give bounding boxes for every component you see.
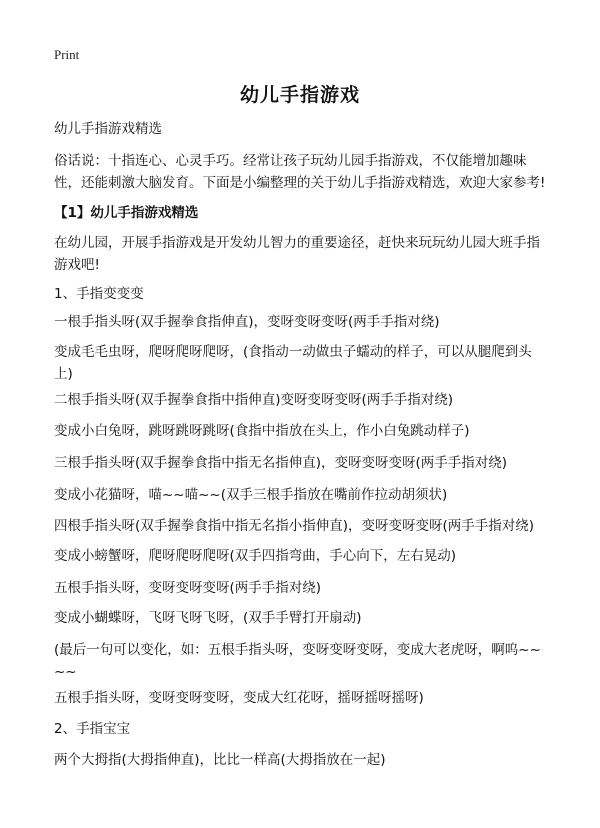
game1-line: 四根手指头呀(双手握拳食指中指无名指小指伸直)，变呀变呀变呀(两手手指对绕) xyxy=(54,518,535,534)
game2-title: 2、手指宝宝 xyxy=(54,721,131,737)
game1-line: 变成小螃蟹呀，爬呀爬呀爬呀(双手四指弯曲，手心向下，左右晃动) xyxy=(54,548,457,564)
game1-line: 变成小蝴蝶呀，飞呀飞呀飞呀，(双手手臂打开扇动) xyxy=(54,610,362,626)
section-heading: 【1】幼儿手指游戏精选 xyxy=(54,205,199,221)
game1-line: 五根手指头呀，变呀变呀变呀(两手手指对绕) xyxy=(54,580,322,596)
game1-line: 变成毛毛虫呀，爬呀爬呀爬呀，(食指动一动做虫子蠕动的样子，可以从腿爬到头上) xyxy=(54,344,532,382)
subtitle: 幼儿手指游戏精选 xyxy=(54,121,162,137)
game1-line: 变成小花猫呀，喵~~喵~~(双手三根手指放在嘴前作拉动胡须状) xyxy=(54,487,448,503)
game1-line: 变成小白兔呀，跳呀跳呀跳呀(食指中指放在头上，作小白兔跳动样子) xyxy=(54,423,470,439)
document-title: 幼儿手指游戏 xyxy=(239,84,360,106)
print-link[interactable]: Print xyxy=(54,47,80,62)
game1-line: 二根手指头呀(双手握拳食指中指伸直)变呀变呀变呀(两手手指对绕) xyxy=(54,392,454,408)
game1-line: 五根手指头呀，变呀变呀变呀，变成大红花呀，摇呀摇呀摇呀) xyxy=(54,690,424,706)
game1-line: (最后一句可以变化，如：五根手指头呀，变呀变呀变呀，变成大老虎呀，啊呜~~~~ xyxy=(54,642,541,680)
intro-paragraph: 俗话说：十指连心、心灵手巧。经常让孩子玩幼儿园手指游戏，不仅能增加趣味性，还能刺激大脑发育。下面是小编整理的关于幼儿手指游戏精选，欢迎大家参考! xyxy=(54,153,546,191)
section-intro: 在幼儿园，开展手指游戏是开发幼儿智力的重要途径，赶快来玩玩幼儿园大班手指游戏吧! xyxy=(54,235,540,273)
game2-line: 两个大拇指(大拇指伸直)，比比一样高(大拇指放在一起) xyxy=(54,752,386,768)
game1-title: 1、手指变变变 xyxy=(54,286,144,302)
game1-line: 一根手指头呀(双手握拳食指伸直)，变呀变呀变呀(两手手指对绕) xyxy=(54,314,440,330)
game1-line: 三根手指头呀(双手握拳食指中指无名指伸直)，变呀变呀变呀(两手手指对绕) xyxy=(54,455,508,471)
